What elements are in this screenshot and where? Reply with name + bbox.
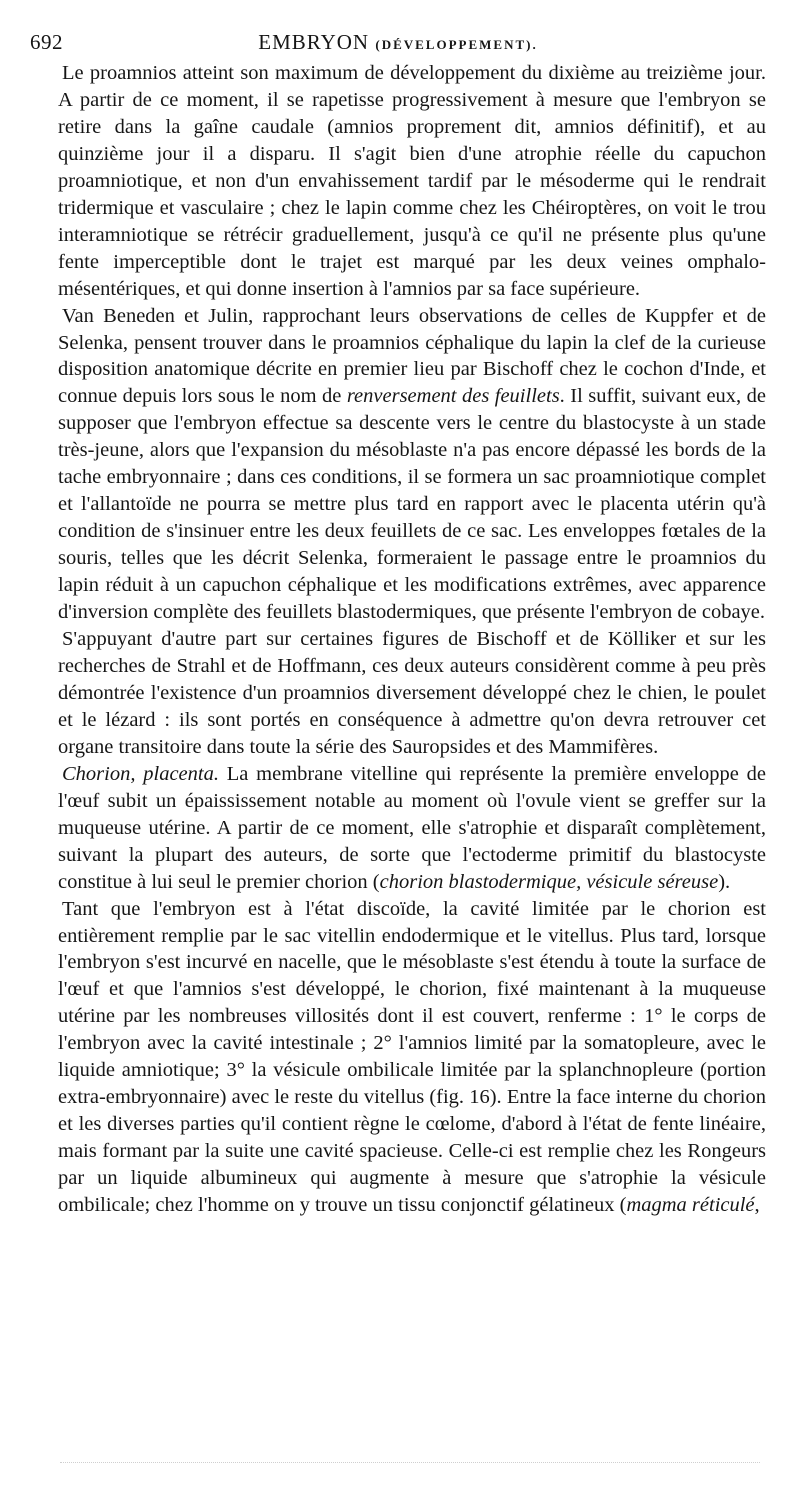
paragraph-text: Van Beneden et Julin, rapprochant leurs observations de celles de Kuppfer et de Selenka, pensent trouver dans le proamnios céphalique du lapin la clef de la curieuse disposition anatomique décrite en premier lieu par Bischoff chez le cochon d'Inde, et connue depuis lors sous le nom de <box>58 304 766 408</box>
running-title-sub: (DÉVELOPPEMENT). <box>375 37 538 52</box>
body-text <box>58 60 766 1219</box>
italic-term: magma réticulé <box>626 1194 755 1217</box>
paragraph-proamnios-atrophy: Le proamnios atteint son maximum de développement du dixième au treizième jour. A partir de ce moment, il se rapetisse progressivement à mesure que l'embryon se retire dans la gaîne caudale (amnios proprement dit, amnios définitif), et au quinzième jour il a disparu. Il s'agit bien d'une atrophie réelle du capuchon proamniotique, et non d'un envahissement tardif par le mésoderme qui le rendrait tridermique et vasculaire ; chez le lapin comme chez les Chéiroptères, on voit le trou interamniotique se rétrécir graduellement, jusqu'à ce qu'il ne présente plus qu'une fente imperceptible dont le trajet est marqué par les deux veines omphalo-mésentériques, et qui donne insertion à l'amnios par sa face supérieure. <box>58 62 766 300</box>
paragraph-text: . Il suffit, suivant eux, de supposer que l'embryon effectue sa descente vers le centre du blastocyste à un stade très-jeune, alors que l'expansion du mésoblaste n'a pas encore dépassé les bords de la tache embryonnaire ; dans ces conditions, il se formera un sac proamniotique complet et l'allantoïde ne pourra se mettre plus tard en rapport avec le placenta utérin qu'à condition de s'insinuer entre les deux feuillets de ce sac. Les enveloppes fœtales de la souris, telles que les décrit Selenka, formeraient le passage entre le proamnios du lapin réduit à un capuchon céphalique et les modifications extrêmes, avec apparence d'inversion complète des feuillets blastodermiques, que présente l'embryon de cobaye. <box>58 385 766 624</box>
paragraph-van-beneden-julin <box>58 303 766 626</box>
page-number: 692 <box>30 30 63 54</box>
paragraph-text: , <box>754 1194 760 1217</box>
paragraph-embryon-discoide <box>58 896 766 1219</box>
italic-term: renversement des feuillets <box>346 385 560 408</box>
paragraph-chorion-placenta <box>58 761 766 896</box>
page-header <box>30 30 766 60</box>
section-heading: Chorion, placenta. <box>62 762 219 785</box>
paragraph-text: La membrane vitelline qui représente la première enveloppe de l'œuf subit un épaississement notable au moment où l'ovule vient se greffer sur la muqueuse utérine. A partir de ce moment, elle s'atrophie et disparaît complètement, suivant la plupart des auteurs, de sorte que l'ectoderme primitif du blastocyste constitue à lui seul le premier chorion ( <box>58 762 766 893</box>
page-bottom-bleed <box>60 1462 760 1463</box>
running-title <box>30 30 766 55</box>
running-title-main: EMBRYON <box>258 30 370 54</box>
paragraph-bischoff-kolliker: S'appuyant d'autre part sur certaines figures de Bischoff et de Kölliker et sur les recherches de Strahl et de Hoffmann, ces deux auteurs considèrent comme à peu près démontrée l'existence d'un proamnios diversement développé chez le chien, le poulet et le lézard : ils sont portés en conséquence à admettre qu'on devra retrouver cet organe transitoire dans toute la série des Sauropsides et des Mammifères. <box>58 628 766 758</box>
paragraph-text: ). <box>718 870 731 893</box>
paragraph-text: Tant que l'embryon est à l'état discoïde, la cavité limitée par le chorion est entièrement remplie par le sac vitellin endodermique et le vitellus. Plus tard, lorsque l'embryon s'est incurvé en nacelle, que le mésoblaste s'est étendu à toute la surface de l'œuf et que l'amnios s'est développé, le chorion, fixé maintenant à la muqueuse utérine par les nombreuses villosités dont il est couvert, renferme : 1° le corps de l'embryon avec la cavité intestinale ; 2° l'amnios limité par la somatopleure, avec le liquide amniotique; 3° la vésicule ombilicale limitée par la splanchnopleure (portion extra-embryonnaire) avec le reste du vitellus (fig. 16). Entre la face interne du chorion et les diverses parties qu'il contient règne le cœlome, d'abord à l'état de fente linéaire, mais formant par la suite une cavité spacieuse. Celle-ci est remplie chez les Rongeurs par un liquide albumineux qui augmente à mesure que s'atrophie la vésicule ombilicale; chez l'homme on y trouve un tissu conjonctif gélatineux ( <box>58 897 766 1217</box>
italic-term: chorion blastodermique, vésicule séreuse <box>379 870 719 893</box>
